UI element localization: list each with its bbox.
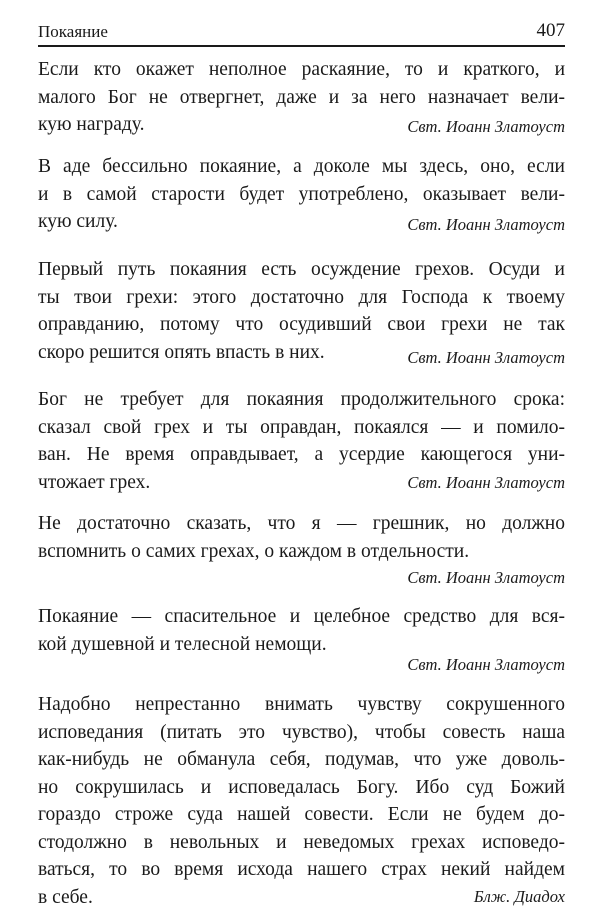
quote-line: Покаяние — спасительное и целебное средство для вся- bbox=[38, 606, 565, 627]
quote-line: кой душевной и телесной немощи. bbox=[38, 633, 327, 655]
quote-block bbox=[38, 386, 565, 496]
quote-line: малого Бог не отвергнет, даже и за него назначает вели- bbox=[38, 86, 565, 108]
quote-line: исповедания (питать это чувство), чтобы совесть наша bbox=[38, 721, 565, 743]
quote-line: ван. Не время оправдывает, а усердие кающегося уни- bbox=[38, 444, 565, 465]
running-title: Покаяние bbox=[38, 22, 108, 41]
quote-author: Блж. Диадох bbox=[473, 887, 565, 906]
quote-author: Свт. Иоанн Златоуст bbox=[407, 215, 565, 234]
quote-line: оправданию, потому что осудивший свои грехи не так bbox=[38, 314, 565, 335]
quote-line: Если кто окажет неполное раскаяние, то и краткого, и bbox=[38, 59, 565, 80]
quote-author: Свт. Иоанн Златоуст bbox=[407, 348, 565, 367]
quote-line: в себе. bbox=[38, 886, 93, 908]
quote-author: Свт. Иоанн Златоуст bbox=[407, 117, 565, 136]
quote-block bbox=[38, 256, 565, 366]
quote-line: Не достаточно сказать, что я — грешник, но должно bbox=[38, 513, 565, 534]
page-header bbox=[38, 20, 565, 46]
quote-line: чтожает грех. bbox=[38, 471, 151, 493]
header-rule bbox=[38, 45, 565, 47]
quote-line: скоро решится опять впасть в них. bbox=[38, 341, 325, 363]
quote-author: Свт. Иоанн Златоуст bbox=[407, 473, 565, 492]
quote-line: гораздо строже суда нашей совести. Если не будем до- bbox=[38, 804, 565, 825]
quote-line: ваться, то во время исхода нашего страх некий найдем bbox=[38, 859, 565, 880]
quote-author: Свт. Иоанн Златоуст bbox=[407, 655, 565, 674]
quote-line: как-нибудь не обманула себя, подумав, что уже доволь- bbox=[38, 749, 565, 770]
quote-line: кую силу. bbox=[38, 211, 118, 232]
quote-line: кую награду. bbox=[38, 114, 145, 135]
quote-line: В аде бессильно покаяние, а доколе мы здесь, оно, если bbox=[38, 156, 565, 177]
page-number: 407 bbox=[536, 20, 565, 41]
quote-author: Свт. Иоанн Златоуст bbox=[407, 568, 565, 587]
quote-line: Бог не требует для покаяния продолжительного срока: bbox=[38, 389, 565, 410]
quote-block bbox=[38, 510, 565, 587]
quote-line: Надобно непрестанно внимать чувству сокрушенного bbox=[38, 694, 565, 715]
quote-block bbox=[38, 691, 565, 911]
quote-line: стодолжно в невольных и неведомых грехах исповедо- bbox=[38, 831, 565, 853]
quote-line: Первый путь покаяния есть осуждение грехов. Осуди и bbox=[38, 259, 565, 280]
quote-line: но сокрушилась и исповедалась Богу. Ибо суд Божий bbox=[38, 776, 565, 798]
quote-line: сказал свой грех и ты оправдан, покаялся — и помило- bbox=[38, 416, 565, 438]
quote-block bbox=[38, 56, 565, 139]
quote-line: и в самой старости будет употреблено, оказывает вели- bbox=[38, 183, 565, 205]
quote-block bbox=[38, 153, 565, 236]
quote-line: ты твои грехи: этого достаточно для Господа к твоему bbox=[38, 286, 565, 308]
quote-block bbox=[38, 603, 565, 674]
quote-line: вспомнить о самих грехах, о каждом в отдельности. bbox=[38, 540, 470, 562]
